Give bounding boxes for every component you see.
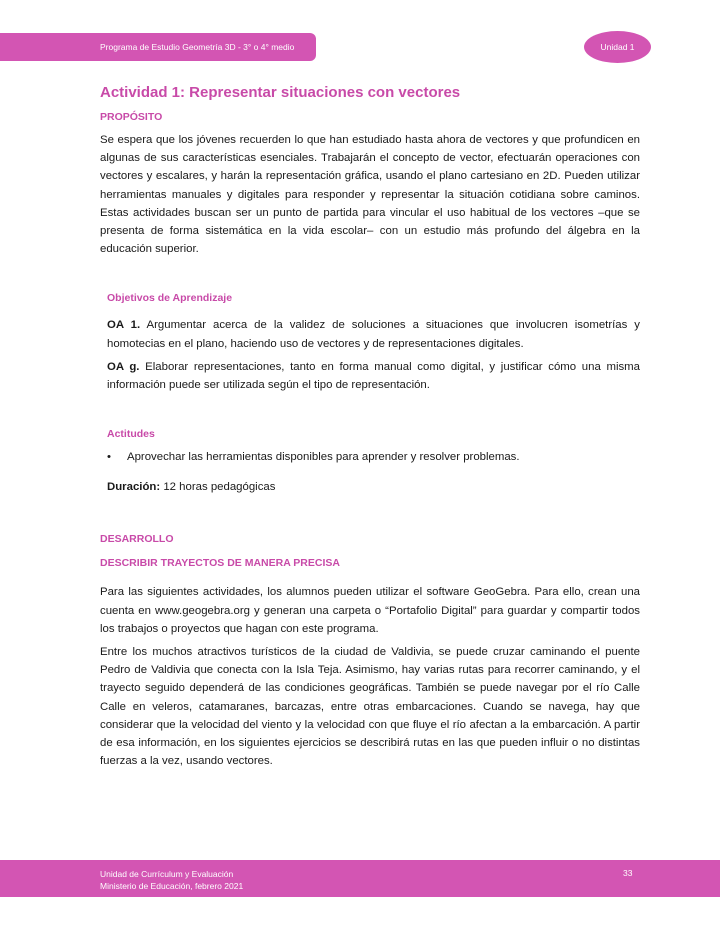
footer-line: Unidad de Currículum y Evaluación — [100, 869, 234, 879]
desarrollo-paragraph: Entre los muchos atractivos turísticos de la ciudad de Valdivia, se puede cruzar caminando el puente Pedro de Valdivia que conecta con la Isla Teja. Asimismo, hay varias rutas para recorrer caminando, y el trayecto seguido dependerá de las condiciones geográficas. También se puede navegar por el río Calle Calle en veleros, catamaranes, barcazas, entre otras embarcaciones. Cuando se navega, hay que considerar que la velocidad del viento y la velocidad con que fluye el río afectan a la embarcación. A partir de esa información, en los siguientes ejercicios se describirá rutas en las que pueden influir o no distintas fuerzas a la vez, usando vectores. — [100, 646, 640, 768]
header-bar — [0, 33, 316, 61]
page-content — [100, 84, 640, 770]
program-title: Programa de Estudio Geometría 3D - 3° o 4° medio — [100, 42, 295, 52]
duracion — [100, 478, 640, 496]
objetivos-heading: Objetivos de Aprendizaje — [107, 292, 233, 305]
desarrollo-paragraph: Para las siguientes actividades, los alumnos pueden utilizar el software GeoGebra. Para ello, crean una cuenta en www.geogebra.org y generan una carpeta o “Portafolio Digital” para guardar y compartir todos los trabajos o proyectos que hagan con este programa. — [100, 586, 640, 635]
oa-code: OA 1. — [107, 319, 141, 332]
proposito-heading: PROPÓSITO — [100, 111, 163, 123]
unit-badge: Unidad 1 — [584, 31, 651, 63]
duracion-label: Duración: — [107, 481, 161, 494]
oa-text: Argumentar acerca de la validez de soluciones a situaciones que involucren isometrías y homotecias en el plano, haciendo uso de vectores y de representaciones digitales. — [107, 319, 640, 350]
footer-bar — [0, 860, 720, 897]
bullet-icon: • — [107, 451, 111, 464]
activity-title: Actividad 1: Representar situaciones con vectores — [100, 84, 461, 101]
proposito-text: Se espera que los jóvenes recuerden lo que han estudiado hasta ahora de vectores y que profundicen en algunas de sus características esenciales. Trabajarán el concepto de vector, efectuarán operaciones con vectores y escalares, y harán la representación gráfica, usando el plano cartesiano en 2D. Pueden utilizar herramientas manuales y digitales para responder y representar la situación cotidiana sobre caminos. Estas actividades buscan ser un punto de partida para vincular el uso habitual de los vectores –que se presenta de forma sistemática en la vida escolar– con un estudio más profundo del álgebra en la educación superior. — [100, 134, 640, 256]
duracion-value: 12 horas pedagógicas — [160, 481, 276, 494]
actitudes-heading: Actitudes — [107, 428, 155, 441]
oa-item — [100, 358, 640, 394]
desarrollo-heading: DESARROLLO — [100, 533, 174, 546]
footer-credits — [100, 868, 243, 892]
desarrollo-subheading: DESCRIBIR TRAYECTOS DE MANERA PRECISA — [100, 557, 340, 570]
list-item — [100, 448, 640, 466]
oa-text: Elaborar representaciones, tanto en forma manual como digital, y justificar cómo una misma información puede ser utilizada según el tipo de representación. — [107, 360, 640, 392]
footer-line: Ministerio de Educación, febrero 2021 — [100, 881, 244, 891]
oa-code: OA g. — [107, 360, 140, 373]
oa-item — [100, 316, 640, 352]
page-number: 33 — [623, 868, 633, 878]
actitud-text: Aprovechar las herramientas disponibles para aprender y resolver problemas. — [127, 451, 520, 464]
